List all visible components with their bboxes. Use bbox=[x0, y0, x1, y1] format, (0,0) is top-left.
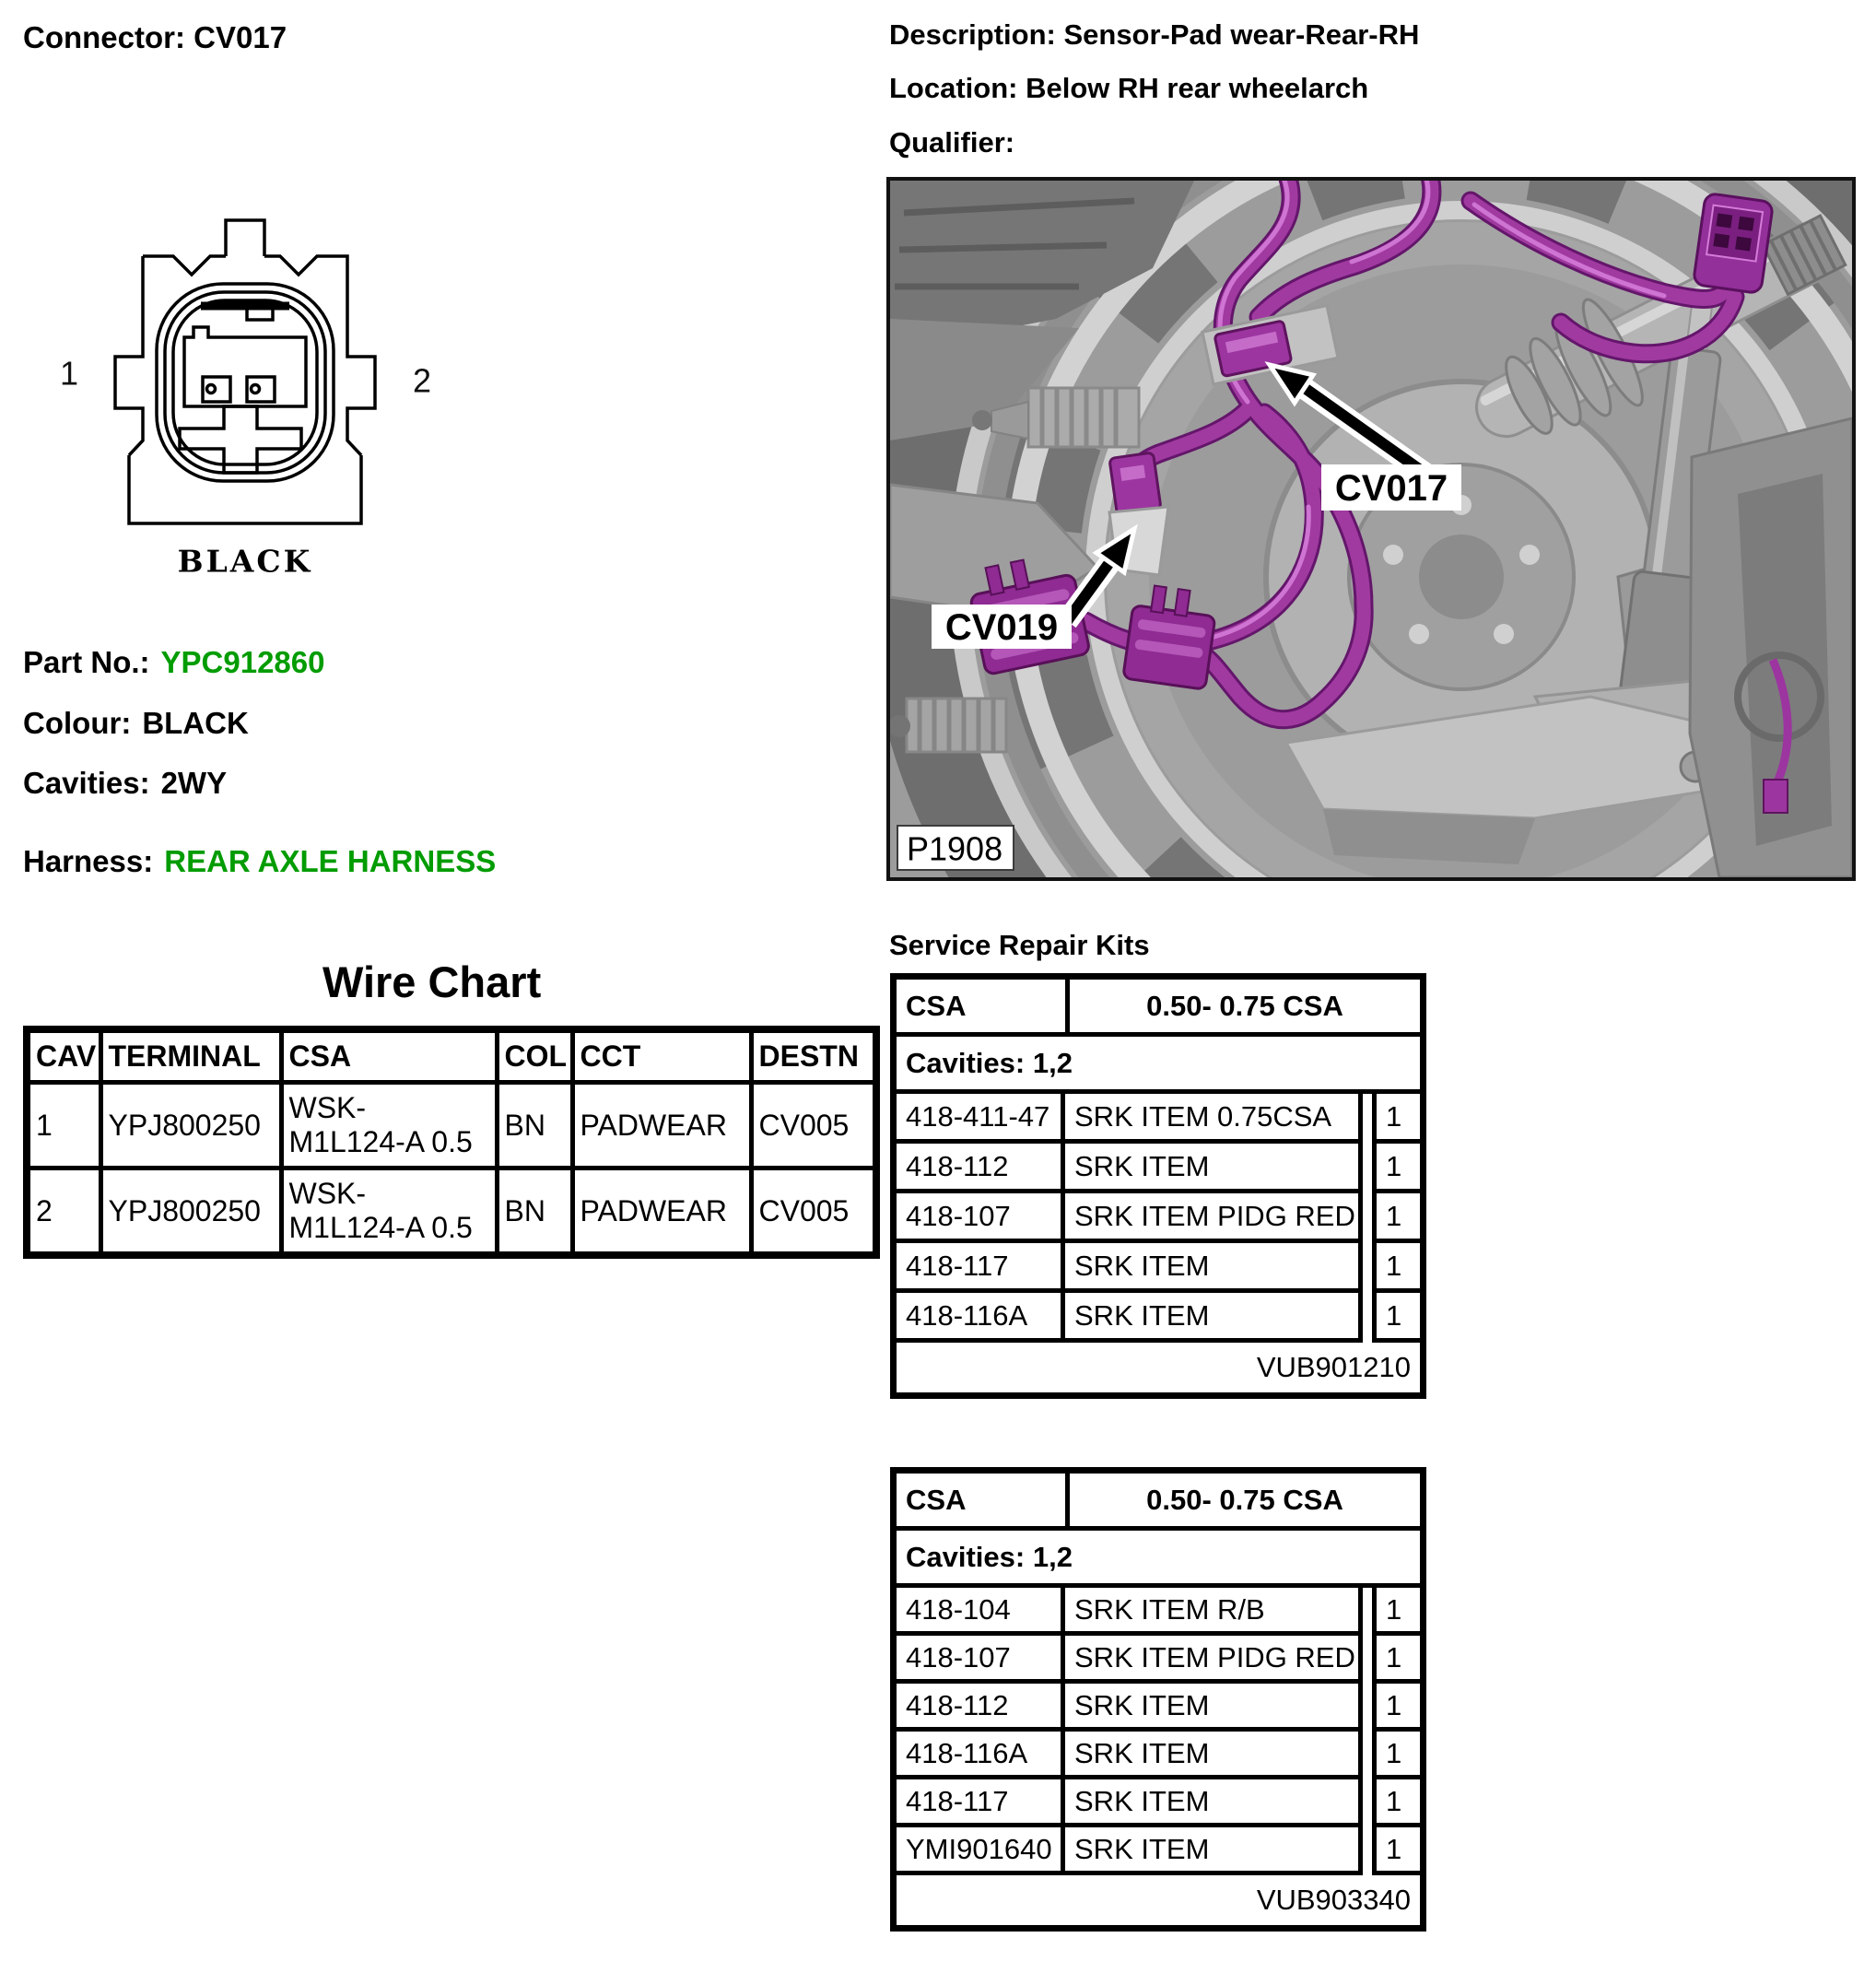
item-desc: SRK ITEM bbox=[1065, 1779, 1363, 1827]
qualifier-line: Qualifier: bbox=[889, 126, 1015, 159]
item-gap bbox=[1363, 1243, 1372, 1293]
harness-label: Harness: bbox=[23, 844, 154, 878]
srk2-kit-number: VUB903340 bbox=[1256, 1884, 1411, 1916]
pin-1-label: 1 bbox=[60, 354, 79, 393]
item-qty: 1 bbox=[1372, 1094, 1420, 1144]
item-qty: 1 bbox=[1372, 1193, 1420, 1243]
srk1-csa-label: CSA bbox=[897, 980, 1070, 1032]
cell-csa bbox=[281, 1168, 497, 1256]
srk1-item-row bbox=[897, 1243, 1420, 1293]
connector-body-top-left bbox=[143, 256, 226, 275]
srk1-item-row bbox=[897, 1293, 1420, 1343]
csa-line2: M1L124-A 0.5 bbox=[288, 1211, 473, 1244]
cv019-callout-label: CV019 bbox=[944, 607, 1059, 648]
cavities-label: Cavities: bbox=[23, 766, 150, 800]
item-desc: SRK ITEM bbox=[1065, 1144, 1363, 1193]
item-gap bbox=[1363, 1779, 1372, 1827]
item-qty: 1 bbox=[1372, 1827, 1420, 1875]
srk2-item-row bbox=[897, 1588, 1420, 1636]
srk2-item-row bbox=[897, 1779, 1420, 1827]
connector-body-left bbox=[115, 256, 143, 455]
connector-seal-ring-inner bbox=[173, 300, 317, 464]
wire-chart-title: Wire Chart bbox=[322, 957, 542, 1006]
item-desc: SRK ITEM bbox=[1065, 1684, 1363, 1732]
item-gap bbox=[1363, 1636, 1372, 1684]
srk1-csa-range: 0.50- 0.75 CSA bbox=[1146, 989, 1343, 1022]
item-qty: 1 bbox=[1372, 1732, 1420, 1779]
csa-line1: WSK- bbox=[288, 1177, 367, 1211]
item-desc: SRK ITEM bbox=[1065, 1732, 1363, 1779]
col-header-terminal: TERMINAL bbox=[100, 1029, 281, 1083]
item-desc: SRK ITEM 0.75CSA bbox=[1065, 1094, 1363, 1144]
item-gap bbox=[1363, 1588, 1372, 1636]
csa-line1: WSK- bbox=[288, 1091, 367, 1125]
connector-title: Connector: CV017 bbox=[23, 20, 287, 54]
item-gap bbox=[1363, 1094, 1372, 1144]
harness-connector-top-right bbox=[1693, 193, 1773, 293]
item-desc: SRK ITEM PIDG RED bbox=[1065, 1636, 1363, 1684]
connector-top-tab bbox=[226, 220, 264, 256]
cell-terminal: YPJ800250 bbox=[100, 1083, 281, 1168]
cell-cav: 2 bbox=[27, 1168, 100, 1256]
wire-chart-table bbox=[23, 1026, 880, 1259]
item-code: 418-112 bbox=[897, 1684, 1065, 1732]
item-desc: SRK ITEM R/B bbox=[1065, 1588, 1363, 1636]
srk1-header-row bbox=[897, 980, 1420, 1037]
csa-line2: M1L124-A 0.5 bbox=[288, 1125, 473, 1158]
srk1-item-row bbox=[897, 1193, 1420, 1243]
item-desc: SRK ITEM bbox=[1065, 1243, 1363, 1293]
harness-line bbox=[23, 844, 496, 879]
srk2-item-row bbox=[897, 1636, 1420, 1684]
part-no-line bbox=[23, 645, 325, 680]
cavities-value: 2WY bbox=[160, 766, 228, 800]
cell-cct: PADWEAR bbox=[572, 1083, 751, 1168]
connector-colour-caption: BLACK bbox=[177, 543, 313, 580]
item-qty: 1 bbox=[1372, 1779, 1420, 1827]
colour-value: BLACK bbox=[142, 706, 249, 740]
pin-2-label: 2 bbox=[413, 361, 432, 400]
cell-csa bbox=[281, 1083, 497, 1168]
item-desc: SRK ITEM bbox=[1065, 1293, 1363, 1343]
colour-line bbox=[23, 706, 249, 741]
wire-row-2 bbox=[27, 1168, 876, 1256]
part-no-value: YPC912860 bbox=[160, 645, 325, 679]
item-qty: 1 bbox=[1372, 1243, 1420, 1293]
item-desc: SRK ITEM bbox=[1065, 1827, 1363, 1875]
cell-col: BN bbox=[497, 1083, 572, 1168]
item-code: 418-117 bbox=[897, 1243, 1065, 1293]
item-gap bbox=[1363, 1144, 1372, 1193]
connector-pin-dot-1 bbox=[207, 385, 216, 393]
item-code: 418-117 bbox=[897, 1779, 1065, 1827]
figure-id-box bbox=[897, 826, 1014, 870]
cv017-callout-label: CV017 bbox=[1334, 468, 1448, 509]
srk1-cavities-row: Cavities: 1,2 bbox=[897, 1037, 1420, 1094]
cell-destn: CV005 bbox=[751, 1168, 876, 1256]
wire-chart-header-row bbox=[27, 1029, 876, 1083]
connector-pin-dot-2 bbox=[252, 385, 260, 393]
item-code: 418-112 bbox=[897, 1144, 1065, 1193]
srk2-cavities-row: Cavities: 1,2 bbox=[897, 1531, 1420, 1588]
srk1-kit-number: VUB901210 bbox=[1256, 1351, 1411, 1383]
col-header-destn: DESTN bbox=[751, 1029, 876, 1083]
service-repair-kit-table-1 bbox=[890, 973, 1426, 1399]
harness-value: REAR AXLE HARNESS bbox=[164, 844, 497, 878]
connector-face-diagram bbox=[51, 207, 447, 590]
srk2-csa-range: 0.50- 0.75 CSA bbox=[1146, 1483, 1343, 1516]
srk2-item-row bbox=[897, 1827, 1420, 1875]
col-header-csa: CSA bbox=[281, 1029, 497, 1083]
srk2-csa-label: CSA bbox=[897, 1474, 1070, 1526]
service-repair-kit-table-2 bbox=[890, 1467, 1426, 1932]
cell-destn: CV005 bbox=[751, 1083, 876, 1168]
item-code: 418-116A bbox=[897, 1293, 1065, 1343]
item-code: 418-107 bbox=[897, 1636, 1065, 1684]
right-bracket bbox=[1690, 418, 1852, 877]
item-qty: 1 bbox=[1372, 1684, 1420, 1732]
col-header-col: COL bbox=[497, 1029, 572, 1083]
item-gap bbox=[1363, 1827, 1372, 1875]
location-photo-illustration bbox=[890, 181, 1852, 877]
colour-label: Colour: bbox=[23, 706, 132, 740]
item-qty: 1 bbox=[1372, 1144, 1420, 1193]
item-gap bbox=[1363, 1684, 1372, 1732]
item-code: YMI901640 bbox=[897, 1827, 1065, 1875]
cell-terminal: YPJ800250 bbox=[100, 1168, 281, 1256]
cell-cct: PADWEAR bbox=[572, 1168, 751, 1256]
srk2-item-row bbox=[897, 1684, 1420, 1732]
description-line: Description: Sensor-Pad wear-Rear-RH bbox=[889, 18, 1420, 51]
location-line: Location: Below RH rear wheelarch bbox=[889, 72, 1369, 104]
latch-sensor-connector bbox=[1764, 780, 1788, 813]
col-header-cct: CCT bbox=[572, 1029, 751, 1083]
item-qty: 1 bbox=[1372, 1588, 1420, 1636]
connector-face-drawing bbox=[51, 207, 447, 590]
cavities-line bbox=[23, 766, 227, 801]
wire-row-1 bbox=[27, 1083, 876, 1168]
location-photo bbox=[886, 177, 1856, 881]
item-qty: 1 bbox=[1372, 1293, 1420, 1343]
item-gap bbox=[1363, 1293, 1372, 1343]
srk1-item-row bbox=[897, 1094, 1420, 1144]
item-code: 418-104 bbox=[897, 1588, 1065, 1636]
stub-axle-lower bbox=[890, 699, 1006, 752]
item-code: 418-116A bbox=[897, 1732, 1065, 1779]
figure-id-label: P1908 bbox=[907, 829, 1003, 868]
cell-col: BN bbox=[497, 1168, 572, 1256]
item-qty: 1 bbox=[1372, 1636, 1420, 1684]
cell-cav: 1 bbox=[27, 1083, 100, 1168]
item-gap bbox=[1363, 1193, 1372, 1243]
item-code: 418-411-47 bbox=[897, 1094, 1065, 1144]
srk1-item-row bbox=[897, 1144, 1420, 1193]
item-gap bbox=[1363, 1732, 1372, 1779]
srk2-header-row bbox=[897, 1474, 1420, 1531]
item-desc: SRK ITEM PIDG RED bbox=[1065, 1193, 1363, 1243]
srk2-item-row bbox=[897, 1732, 1420, 1779]
service-repair-kits-title: Service Repair Kits bbox=[889, 929, 1150, 961]
part-no-label: Part No.: bbox=[23, 645, 150, 679]
item-code: 418-107 bbox=[897, 1193, 1065, 1243]
col-header-cav: CAV bbox=[27, 1029, 100, 1083]
